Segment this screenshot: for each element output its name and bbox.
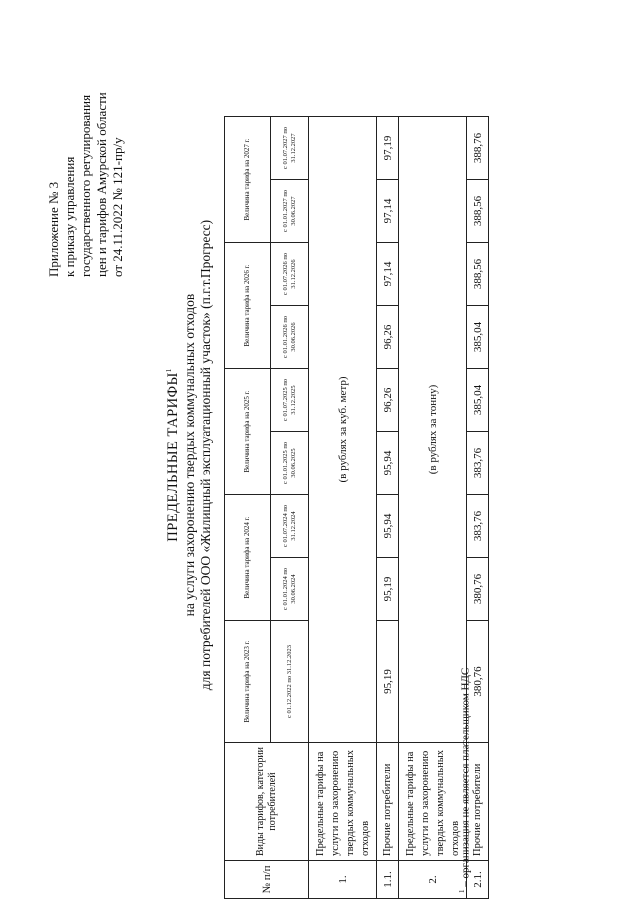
footnote (458, 668, 472, 893)
value-cell: 97,14 (377, 180, 399, 243)
value-cell: 388,56 (467, 180, 489, 243)
table-header-row (225, 117, 271, 899)
value-cell: 388,76 (467, 117, 489, 180)
value-cell: 383,76 (467, 495, 489, 558)
row-num: 2. (399, 861, 467, 899)
period-cell: с 01.07.2027 по 31.12.2027 (271, 117, 309, 180)
period-cell: с 01.01.2024 по 30.06.2024 (271, 558, 309, 621)
period-cell: с 01.01.2025 по 30.06.2025 (271, 432, 309, 495)
appendix-line: Приложение № 3 (46, 181, 61, 277)
title-footnote-mark: 1 (165, 368, 173, 373)
header-num: № п/п (225, 861, 309, 899)
header-name: Виды тарифов, категории потребителей (225, 743, 309, 861)
header-year-2023: Величина тарифа на 2023 г. (225, 621, 271, 743)
unit-label: (в рублях за тонну) (399, 117, 467, 743)
value-cell: 96,26 (377, 369, 399, 432)
value-cell: 385,04 (467, 369, 489, 432)
value-cell: 95,94 (377, 495, 399, 558)
title-block (160, 145, 214, 765)
value-cell: 385,04 (467, 306, 489, 369)
value-cell: 383,76 (467, 432, 489, 495)
value-cell: 95,19 (377, 558, 399, 621)
header-year-2024: Величина тарифа на 2024 г. (225, 495, 271, 621)
appendix-line: государственного регулирования (78, 94, 93, 277)
period-cell: с 01.12.2022 по 31.12.2023 (271, 621, 309, 743)
period-cell: с 01.07.2024 по 31.12.2024 (271, 495, 309, 558)
table-row-1-1 (377, 117, 399, 899)
value-cell: 95,19 (377, 621, 399, 743)
row-name: Предельные тарифы на услуги по захоронению твердых коммунальных отходов (399, 743, 467, 861)
row-name: Прочие потребители (377, 743, 399, 861)
period-cell: с 01.07.2026 по 31.12.2026 (271, 243, 309, 306)
document-title (160, 145, 182, 765)
row-num: 1. (309, 861, 377, 899)
document-subtitle: на услуги захоронению твердых коммунальных отходов (181, 293, 197, 617)
appendix-block (46, 7, 126, 277)
tariff-table (224, 116, 489, 899)
period-cell: с 01.01.2027 по 30.06.2027 (271, 180, 309, 243)
row-name: Прочие потребители (467, 743, 489, 861)
header-year-2025: Величина тарифа на 2025 г. (225, 369, 271, 495)
appendix-line: от 24.11.2022 № 121-пр/у (110, 137, 125, 277)
title-text: ПРЕДЕЛЬНЫЕ ТАРИФЫ (164, 372, 181, 542)
appendix-line: цен и тарифов Амурской области (94, 92, 109, 277)
footnote-text: – организация не является плательщиком НДС (459, 667, 472, 890)
value-cell: 96,26 (377, 306, 399, 369)
row-name: Предельные тарифы на услуги по захоронению твердых коммунальных отходов (309, 743, 377, 861)
row-num: 2.1. (467, 861, 489, 899)
header-year-2026: Величина тарифа на 2026 г. (225, 243, 271, 369)
period-cell: с 01.07.2025 по 31.12.2025 (271, 369, 309, 432)
row-num: 1.1. (377, 861, 399, 899)
value-cell: 97,19 (377, 117, 399, 180)
table-row-group-1 (309, 117, 377, 899)
header-year-2027: Величина тарифа на 2027 г. (225, 117, 271, 243)
value-cell: 388,56 (467, 243, 489, 306)
value-cell: 380,76 (467, 558, 489, 621)
footnote-mark: 1 (458, 889, 466, 893)
table-row-group-2 (399, 117, 467, 899)
value-cell: 97,14 (377, 243, 399, 306)
unit-label: (в рублях за куб. метр) (309, 117, 377, 743)
value-cell: 380,76 (467, 621, 489, 743)
appendix-line: к приказу управления (62, 156, 77, 277)
document-subtitle-consumers: для потребителей ООО «Жилищный эксплуатационный участок» (п.г.т.Прогресс) (197, 219, 213, 691)
period-cell: с 01.01.2026 по 30.06.2026 (271, 306, 309, 369)
value-cell: 95,94 (377, 432, 399, 495)
